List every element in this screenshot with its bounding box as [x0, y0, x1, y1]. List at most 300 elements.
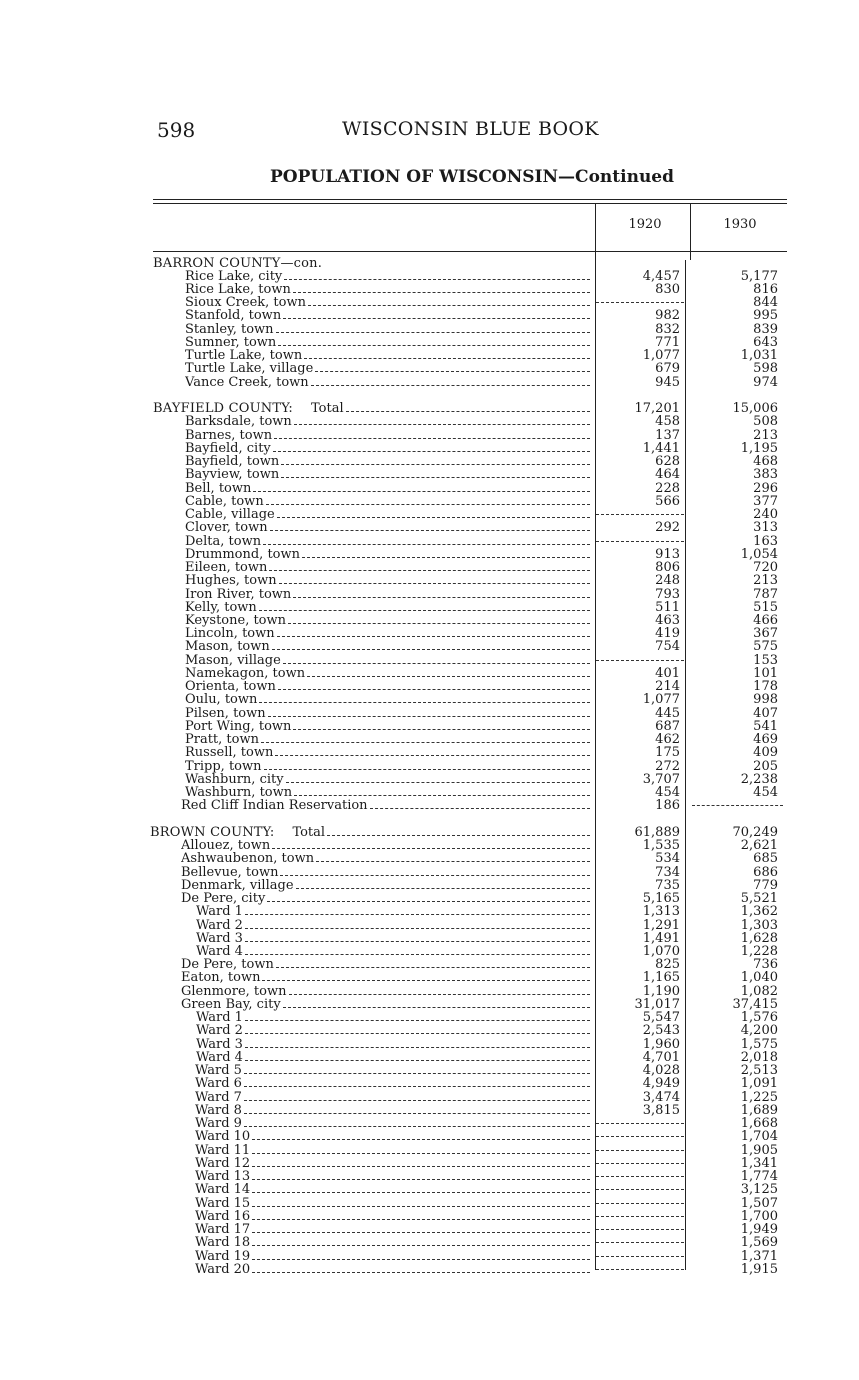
value-1930: 468	[753, 454, 778, 470]
row-label-text: Ward 1	[196, 1011, 243, 1025]
row-label	[196, 1024, 590, 1037]
value-1920: 1,491	[642, 930, 680, 946]
value-1920: 5,165	[642, 891, 680, 907]
value-1930: 101	[753, 665, 778, 681]
table-row	[0, 415, 859, 428]
value-1930: 205	[753, 758, 778, 774]
table-row	[0, 879, 859, 892]
table-row	[0, 1024, 859, 1037]
table-row	[0, 1170, 859, 1183]
value-1920: 3,815	[642, 1102, 680, 1118]
row-label-text: Ward 14	[195, 1183, 251, 1197]
row-label-text: Allouez, town	[181, 839, 271, 853]
value-1930: 1,704	[740, 1129, 778, 1145]
dot-leader	[315, 362, 590, 372]
value-1930: 816	[753, 281, 778, 297]
value-1930: 15,006	[732, 401, 778, 417]
value-1930: 3,125	[740, 1182, 778, 1198]
row-label	[185, 283, 590, 296]
dot-leader	[294, 786, 590, 796]
row-label	[196, 1038, 590, 1051]
table-row	[0, 508, 859, 521]
row-label	[195, 1197, 590, 1210]
table-row	[0, 1157, 859, 1170]
dot-leader	[294, 415, 590, 425]
row-label	[181, 892, 590, 905]
value-1930: 1,195	[740, 440, 778, 456]
row-label	[185, 415, 590, 428]
value-1920	[596, 1170, 684, 1177]
value-1920: 3,474	[642, 1089, 680, 1105]
row-label-text: Ward 18	[195, 1236, 251, 1250]
value-1930: 1,362	[740, 904, 778, 920]
row-label-text: Green Bay, city	[181, 997, 281, 1012]
table-row	[0, 799, 859, 812]
table-row	[0, 1263, 859, 1276]
dot-leader	[293, 588, 590, 598]
row-label	[195, 1117, 590, 1130]
table-row	[0, 892, 859, 905]
value-1920: 175	[655, 745, 680, 761]
value-1920: 832	[655, 321, 680, 337]
value-1920: 1,165	[642, 970, 680, 986]
table-row	[0, 442, 859, 455]
row-label-text: Ward 8	[195, 1103, 242, 1118]
row-label	[185, 429, 590, 442]
value-1930: 377	[753, 493, 778, 509]
row-label	[195, 1210, 590, 1223]
dot-leader	[252, 1144, 590, 1154]
table-row	[0, 945, 859, 958]
dot-leader	[273, 442, 590, 452]
row-label-text: Mason, town	[185, 640, 270, 654]
row-label-text: Port Wing, town	[185, 719, 292, 734]
dot-leader	[263, 535, 590, 545]
value-1930	[692, 799, 783, 806]
value-1920: 61,889	[634, 824, 680, 840]
row-label-text: Ward 20	[195, 1262, 251, 1276]
row-label-text: Ward 19	[195, 1249, 251, 1263]
value-1930: 643	[753, 334, 778, 350]
value-1930: 469	[753, 732, 778, 748]
table-row	[0, 362, 859, 375]
dot-leader	[252, 1223, 590, 1233]
value-1930: 454	[753, 785, 778, 801]
row-label-text: Ward 3	[196, 931, 243, 945]
table-row	[0, 349, 859, 362]
value-1930: 213	[753, 427, 778, 443]
row-label-text: De Pere, city	[181, 892, 266, 906]
value-1930: 844	[753, 295, 778, 311]
row-label	[195, 1170, 590, 1183]
row-label-text: Orienta, town	[185, 680, 276, 694]
dot-leader	[252, 1170, 590, 1180]
value-1930: 37,415	[732, 996, 778, 1012]
table-row	[0, 958, 859, 971]
value-1920: 945	[655, 374, 680, 390]
row-label	[185, 693, 590, 706]
row-label-text: Clover, town	[185, 521, 268, 535]
row-label	[181, 971, 590, 984]
row-label-text: Eileen, town	[185, 561, 268, 575]
dot-leader	[264, 760, 590, 770]
dot-leader	[278, 336, 590, 346]
value-1930: 515	[753, 599, 778, 615]
dot-leader	[244, 1077, 590, 1087]
value-1930: 685	[753, 851, 778, 867]
value-1930: 1,303	[740, 917, 778, 933]
dot-leader	[311, 376, 590, 386]
row-label	[196, 919, 590, 932]
table-row	[0, 919, 859, 932]
value-1920: 137	[655, 427, 680, 443]
row-label	[185, 667, 590, 680]
row-label	[196, 1051, 590, 1064]
value-1920: 31,017	[634, 996, 680, 1012]
row-label	[153, 257, 590, 270]
dot-leader	[281, 455, 590, 465]
row-label-text: Bayfield, city	[185, 441, 271, 456]
value-1930: 1,040	[740, 970, 778, 986]
dot-leader	[259, 601, 590, 611]
row-label-text: Ward 13	[195, 1170, 251, 1184]
dot-leader	[276, 323, 590, 333]
table-row	[0, 707, 859, 720]
row-label-text: Ward 2	[196, 918, 243, 932]
table-row	[0, 535, 859, 548]
value-1930: 2,238	[740, 771, 778, 787]
row-label	[185, 680, 590, 693]
row-label-text: Russell, town	[185, 746, 274, 760]
value-1930: 575	[753, 639, 778, 655]
table-row	[0, 985, 859, 998]
table-row	[0, 323, 859, 336]
value-1920	[596, 1130, 684, 1137]
dot-leader	[283, 654, 590, 664]
row-label	[185, 482, 590, 495]
value-1930: 598	[753, 361, 778, 377]
row-label	[195, 1183, 590, 1196]
value-1920: 463	[655, 612, 680, 628]
county-row	[0, 402, 859, 415]
row-label-text: Bayfield, town	[185, 455, 280, 469]
value-1930: 1,225	[740, 1089, 778, 1105]
row-label-text: Eaton, town	[181, 971, 261, 985]
table-row	[0, 376, 859, 389]
dot-leader	[293, 283, 590, 293]
dot-leader	[266, 495, 590, 505]
table-row	[0, 773, 859, 786]
table-row	[0, 296, 859, 309]
row-label-text: Denmark, village	[181, 878, 294, 892]
table-row	[0, 667, 859, 680]
row-label-text: Keystone, town	[185, 613, 287, 628]
row-label-text: Barnes, town	[185, 428, 273, 442]
row-label-text: Bell, town	[185, 481, 252, 495]
value-1920: 1,291	[642, 917, 680, 933]
row-label	[185, 270, 590, 283]
table-row	[0, 1197, 859, 1210]
row-label	[185, 309, 590, 322]
spacer-row	[0, 389, 859, 402]
value-1920	[596, 1117, 684, 1124]
value-1920: 806	[655, 560, 680, 576]
row-label	[185, 614, 590, 627]
value-1930: 1,774	[740, 1169, 778, 1185]
value-1930: 1,569	[740, 1235, 778, 1251]
row-label	[185, 548, 590, 561]
value-1920: 1,441	[642, 440, 680, 456]
dot-leader	[280, 866, 590, 876]
row-label	[195, 1250, 590, 1263]
row-label-text: Ward 2	[196, 1024, 243, 1038]
value-1920: 1,535	[642, 838, 680, 854]
value-1930: 163	[753, 533, 778, 549]
table-row	[0, 495, 859, 508]
row-label-text: Pratt, town	[185, 733, 259, 747]
dot-leader	[302, 548, 590, 558]
value-1920: 1,077	[642, 348, 680, 364]
value-1920: 734	[655, 864, 680, 880]
value-1920	[596, 1197, 684, 1204]
value-1930: 1,628	[740, 930, 778, 946]
table-row	[0, 574, 859, 587]
dot-leader	[278, 680, 590, 690]
row-label-text: Ward 6	[195, 1077, 242, 1091]
value-1930: 974	[753, 374, 778, 390]
table-row	[0, 932, 859, 945]
value-1930: 686	[753, 864, 778, 880]
dot-leader	[296, 879, 590, 889]
row-label-text: Ward 11	[195, 1143, 251, 1157]
dot-leader	[283, 309, 590, 319]
row-label-text: Rice Lake, city	[185, 269, 283, 283]
table-row	[0, 468, 859, 481]
table-row	[0, 786, 859, 799]
value-1920	[596, 1157, 684, 1164]
row-label-text: Ward 10	[195, 1130, 251, 1144]
value-1930: 1,091	[740, 1076, 778, 1092]
value-1930: 508	[753, 414, 778, 430]
row-label	[195, 1064, 590, 1077]
dot-leader	[289, 985, 591, 995]
table-row	[0, 1117, 859, 1130]
row-label-text: Ward 7	[195, 1090, 242, 1104]
value-1930: 1,341	[740, 1155, 778, 1171]
value-1920: 687	[655, 718, 680, 734]
dot-leader	[244, 1064, 590, 1074]
table-row	[0, 1104, 859, 1117]
row-label	[195, 1223, 590, 1236]
table-row	[0, 680, 859, 693]
row-label	[185, 588, 590, 601]
value-1920	[596, 654, 684, 661]
row-label-text: Lincoln, town	[185, 627, 275, 641]
row-label	[185, 521, 590, 534]
dot-leader	[244, 1117, 590, 1127]
book-title: WISCONSIN BLUE BOOK	[342, 118, 599, 140]
table-row	[0, 309, 859, 322]
value-1930: 5,177	[740, 268, 778, 284]
row-label	[195, 1236, 590, 1249]
value-1920	[596, 1183, 684, 1190]
value-1930: 1,576	[740, 1010, 778, 1026]
dot-leader	[253, 482, 590, 492]
county-row	[0, 826, 859, 839]
row-label	[185, 627, 590, 640]
dot-leader	[245, 1051, 590, 1061]
table-row	[0, 1130, 859, 1143]
total-label: Total	[311, 402, 344, 416]
value-1930: 70,249	[732, 824, 778, 840]
dot-leader	[252, 1183, 590, 1193]
value-1930: 998	[753, 692, 778, 708]
value-1920	[596, 296, 684, 303]
dot-leader	[268, 707, 590, 717]
value-1920: 830	[655, 281, 680, 297]
value-1920: 248	[655, 573, 680, 589]
table-row	[0, 336, 859, 349]
value-1920	[596, 1263, 684, 1270]
row-label	[181, 958, 590, 971]
table-row	[0, 1064, 859, 1077]
value-1930: 407	[753, 705, 778, 721]
row-label	[196, 1011, 590, 1024]
value-1920: 419	[655, 626, 680, 642]
row-label-text: Ward 12	[195, 1156, 251, 1171]
value-1930: 213	[753, 573, 778, 589]
dot-leader	[308, 296, 590, 306]
table-row	[0, 1091, 859, 1104]
spacer-row	[0, 813, 859, 826]
dot-leader	[245, 945, 590, 955]
row-label-text: Sioux Creek, town	[185, 296, 306, 310]
value-1920: 825	[655, 957, 680, 973]
table-row	[0, 760, 859, 773]
value-1920: 454	[655, 785, 680, 801]
value-1930: 2,018	[740, 1049, 778, 1065]
value-1920	[596, 1250, 684, 1257]
value-1920: 4,028	[642, 1063, 680, 1079]
dot-leader	[269, 561, 590, 571]
value-1920: 793	[655, 586, 680, 602]
row-label	[185, 442, 590, 455]
table-row	[0, 627, 859, 640]
dot-leader	[272, 640, 590, 650]
row-label-text: Bayview, town	[185, 468, 280, 482]
value-1920: 511	[655, 599, 680, 615]
dot-leader	[245, 1038, 590, 1048]
dot-leader	[272, 839, 590, 849]
row-label-text: Turtle Lake, village	[185, 362, 314, 376]
value-1920: 2,543	[642, 1023, 680, 1039]
value-1920: 754	[655, 639, 680, 655]
value-1930: 1,054	[740, 546, 778, 562]
dot-leader	[245, 1011, 590, 1021]
value-1930: 2,621	[740, 838, 778, 854]
value-1920: 464	[655, 467, 680, 483]
value-1920: 913	[655, 546, 680, 562]
table-row	[0, 482, 859, 495]
value-1920: 771	[655, 334, 680, 350]
value-1930: 995	[753, 308, 778, 324]
dot-leader	[252, 1197, 590, 1207]
row-label-text: Iron River, town	[185, 587, 292, 601]
dot-leader	[262, 971, 590, 981]
value-1920: 566	[655, 493, 680, 509]
dot-leader	[245, 932, 590, 942]
value-1920: 1,190	[642, 983, 680, 999]
dot-leader	[252, 1263, 590, 1273]
value-1930: 1,689	[740, 1102, 778, 1118]
value-1930: 1,949	[740, 1222, 778, 1238]
value-1930: 153	[753, 652, 778, 668]
row-label-text: BARRON COUNTY—con.	[153, 256, 323, 270]
dot-leader	[327, 826, 590, 836]
table-row	[0, 601, 859, 614]
row-label-text: Washburn, town	[185, 786, 293, 800]
value-1920: 458	[655, 414, 680, 430]
row-label	[195, 1091, 590, 1104]
dot-leader	[307, 667, 590, 677]
value-1930: 178	[753, 679, 778, 695]
row-label-text: Glenmore, town	[181, 984, 287, 998]
dot-leader	[245, 905, 590, 915]
value-1920: 186	[655, 798, 680, 814]
table-row	[0, 905, 859, 918]
dot-leader	[245, 919, 590, 929]
table-row	[0, 1210, 859, 1223]
dot-leader	[252, 1210, 590, 1220]
table-row	[0, 998, 859, 1011]
value-1920	[596, 508, 684, 515]
dot-leader	[279, 574, 590, 584]
county-row	[0, 257, 859, 270]
value-1930: 541	[753, 718, 778, 734]
table-row	[0, 654, 859, 667]
row-label-text: Drummond, town	[185, 547, 301, 561]
table-row	[0, 429, 859, 442]
row-label-text: Stanley, town	[185, 322, 274, 336]
value-1920: 1,960	[642, 1036, 680, 1052]
value-1920: 5,547	[642, 1010, 680, 1026]
row-label	[181, 839, 590, 852]
row-label	[185, 376, 590, 389]
row-label	[185, 640, 590, 653]
row-label-text: Ward 1	[196, 905, 243, 919]
table-row	[0, 548, 859, 561]
value-1930: 1,700	[740, 1208, 778, 1224]
value-1930: 1,082	[740, 983, 778, 999]
row-label	[181, 879, 590, 892]
table-row	[0, 1223, 859, 1236]
row-label-text: Pilsen, town	[185, 706, 266, 720]
table-row	[0, 852, 859, 865]
row-label-text: Mason, village	[185, 653, 281, 667]
row-label	[185, 746, 590, 759]
table-row	[0, 839, 859, 852]
row-label	[195, 1104, 590, 1117]
value-1920: 4,949	[642, 1076, 680, 1092]
value-1930: 1,915	[740, 1261, 778, 1277]
row-label-text: Ward 17	[195, 1223, 251, 1237]
value-1920: 228	[655, 480, 680, 496]
row-label	[153, 402, 590, 415]
row-label-text: Kelly, town	[185, 600, 257, 614]
value-1920: 401	[655, 665, 680, 681]
table-row	[0, 455, 859, 468]
row-label	[195, 1157, 590, 1170]
